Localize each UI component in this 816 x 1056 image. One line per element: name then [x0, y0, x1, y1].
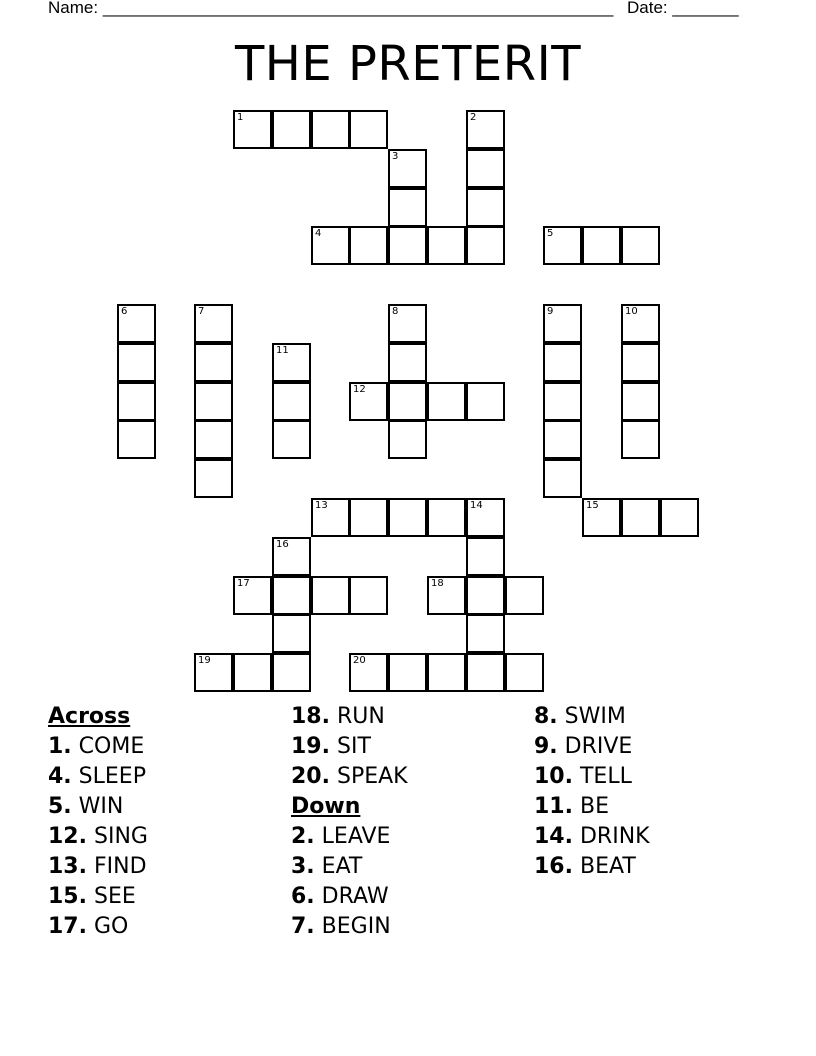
clue-number: 16.: [534, 854, 573, 879]
clue-word: BE: [579, 794, 609, 819]
cell-number: 17: [237, 578, 250, 589]
crossword-cell[interactable]: [272, 653, 311, 692]
crossword-cell[interactable]: [349, 576, 388, 615]
clue-item: [291, 882, 408, 912]
cell-number: 6: [121, 306, 128, 317]
cell-number: 13: [315, 500, 328, 511]
cell-number: 7: [198, 306, 205, 317]
crossword-cell[interactable]: [427, 576, 466, 615]
clue-word: DRIVE: [564, 734, 633, 759]
clue-number: 13.: [48, 854, 87, 879]
crossword-cell[interactable]: [194, 420, 233, 459]
clue-number: 12.: [48, 824, 87, 849]
crossword-cell[interactable]: [427, 382, 466, 421]
cell-number: 10: [625, 306, 638, 317]
clue-column-2: [291, 702, 408, 942]
crossword-cell[interactable]: [543, 420, 582, 459]
crossword-cell[interactable]: [388, 498, 427, 537]
crossword-cell[interactable]: [311, 226, 350, 265]
crossword-cell[interactable]: [117, 420, 156, 459]
crossword-cell[interactable]: [466, 498, 505, 537]
cell-number: 8: [392, 306, 399, 317]
crossword-cell[interactable]: [621, 382, 660, 421]
cell-number: 3: [392, 151, 399, 162]
clue-word: WIN: [78, 794, 124, 819]
clue-number: 15.: [48, 884, 87, 909]
clue-item: [291, 822, 408, 852]
cell-number: 18: [431, 578, 444, 589]
crossword-cell[interactable]: [466, 537, 505, 576]
crossword-cell[interactable]: [194, 343, 233, 382]
clue-word: COME: [78, 734, 145, 759]
crossword-cell[interactable]: [117, 304, 156, 343]
crossword-cell[interactable]: [621, 304, 660, 343]
crossword-cell[interactable]: [388, 226, 427, 265]
clue-word: SING: [93, 824, 148, 849]
crossword-cell[interactable]: [311, 576, 350, 615]
crossword-cell[interactable]: [543, 459, 582, 498]
clue-word: TELL: [579, 764, 632, 789]
clue-word: DRINK: [579, 824, 650, 849]
down-clue-list-continued: [534, 702, 650, 882]
crossword-cell[interactable]: [233, 110, 272, 149]
name-blank[interactable]: ______________________________________________________: [102, 0, 614, 17]
clue-number: 3.: [291, 854, 315, 879]
crossword-cell[interactable]: [349, 382, 388, 421]
clue-word: RUN: [336, 704, 385, 729]
crossword-cell[interactable]: [117, 382, 156, 421]
clue-number: 5.: [48, 794, 72, 819]
clue-column-1: [48, 702, 148, 942]
clue-word: SIT: [336, 734, 371, 759]
cell-number: 16: [276, 539, 289, 550]
crossword-cell[interactable]: [388, 304, 427, 343]
crossword-cell[interactable]: [427, 226, 466, 265]
cell-number: 4: [315, 228, 322, 239]
name-label: Name:: [48, 0, 99, 17]
date-label: Date:: [627, 0, 668, 17]
clue-item: [534, 792, 650, 822]
crossword-cell[interactable]: [311, 110, 350, 149]
clue-item: [534, 852, 650, 882]
crossword-cell[interactable]: [466, 226, 505, 265]
crossword-cell[interactable]: [272, 110, 311, 149]
crossword-cell[interactable]: [621, 420, 660, 459]
down-heading: Down: [291, 794, 361, 819]
clue-item: [48, 882, 148, 912]
clue-item: [534, 732, 650, 762]
crossword-cell[interactable]: [660, 498, 699, 537]
crossword-cell[interactable]: [194, 382, 233, 421]
clue-item: [291, 852, 408, 882]
clue-column-3: [534, 702, 650, 882]
crossword-cell[interactable]: [388, 420, 427, 459]
crossword-cell[interactable]: [233, 576, 272, 615]
clue-number: 8.: [534, 704, 558, 729]
down-clue-list: [291, 822, 408, 942]
clue-word: FIND: [93, 854, 147, 879]
clue-item: [291, 702, 408, 732]
clue-number: 20.: [291, 764, 330, 789]
clue-word: LEAVE: [321, 824, 391, 849]
crossword-cell[interactable]: [505, 576, 544, 615]
crossword-cell[interactable]: [388, 188, 427, 227]
crossword-cell[interactable]: [543, 343, 582, 382]
clue-item: [534, 762, 650, 792]
clue-number: 1.: [48, 734, 72, 759]
clue-number: 19.: [291, 734, 330, 759]
crossword-cell[interactable]: [233, 653, 272, 692]
clue-item: [291, 732, 408, 762]
clue-item: [291, 762, 408, 792]
crossword-cell[interactable]: [543, 382, 582, 421]
clue-word: BEGIN: [321, 914, 391, 939]
clue-number: 18.: [291, 704, 330, 729]
crossword-cell[interactable]: [272, 420, 311, 459]
cell-number: 12: [353, 384, 366, 395]
clue-number: 11.: [534, 794, 573, 819]
cell-number: 1: [237, 112, 244, 123]
across-heading: Across: [48, 704, 131, 729]
clue-item: [48, 792, 148, 822]
crossword-cell[interactable]: [349, 653, 388, 692]
crossword-cell[interactable]: [621, 343, 660, 382]
clue-number: 10.: [534, 764, 573, 789]
cell-number: 15: [586, 500, 599, 511]
clue-word: SWIM: [564, 704, 626, 729]
crossword-cell[interactable]: [466, 188, 505, 227]
clue-number: 6.: [291, 884, 315, 909]
crossword-cell[interactable]: [349, 110, 388, 149]
crossword-cell[interactable]: [388, 653, 427, 692]
clue-word: SPEAK: [336, 764, 408, 789]
crossword-cell[interactable]: [543, 226, 582, 265]
cell-number: 5: [547, 228, 554, 239]
date-blank[interactable]: _______: [672, 0, 739, 17]
cell-number: 20: [353, 655, 366, 666]
clue-number: 17.: [48, 914, 87, 939]
crossword-cell[interactable]: [388, 149, 427, 188]
crossword-cell[interactable]: [272, 576, 311, 615]
crossword-cell[interactable]: [543, 304, 582, 343]
cell-number: 2: [470, 112, 477, 123]
crossword-cell[interactable]: [272, 382, 311, 421]
crossword-cell[interactable]: [311, 498, 350, 537]
cell-number: 9: [547, 306, 554, 317]
crossword-cell[interactable]: [272, 537, 311, 576]
crossword-cell[interactable]: [117, 343, 156, 382]
crossword-cell[interactable]: [505, 653, 544, 692]
clue-item: [48, 732, 148, 762]
clue-item: [291, 912, 408, 942]
clue-item: [48, 912, 148, 942]
crossword-cell[interactable]: [466, 653, 505, 692]
crossword-cell[interactable]: [466, 110, 505, 149]
crossword-cell[interactable]: [621, 226, 660, 265]
clue-item: [48, 822, 148, 852]
clue-word: BEAT: [579, 854, 636, 879]
crossword-cell[interactable]: [427, 498, 466, 537]
clue-word: EAT: [321, 854, 363, 879]
clue-word: SLEEP: [78, 764, 146, 789]
clue-word: SEE: [93, 884, 136, 909]
crossword-cell[interactable]: [272, 343, 311, 382]
crossword-cell[interactable]: [388, 382, 427, 421]
clue-number: 14.: [534, 824, 573, 849]
clue-word: DRAW: [321, 884, 389, 909]
clue-number: 7.: [291, 914, 315, 939]
crossword-cell[interactable]: [466, 382, 505, 421]
crossword-cell[interactable]: [194, 459, 233, 498]
crossword-cell[interactable]: [582, 226, 621, 265]
crossword-cell[interactable]: [466, 576, 505, 615]
crossword-cell[interactable]: [194, 653, 233, 692]
crossword-cell[interactable]: [621, 498, 660, 537]
clue-word: GO: [93, 914, 129, 939]
across-clue-list-continued: [291, 702, 408, 792]
crossword-cell[interactable]: [427, 653, 466, 692]
crossword-cell[interactable]: [349, 226, 388, 265]
crossword-cell[interactable]: [388, 343, 427, 382]
clue-number: 9.: [534, 734, 558, 759]
clue-item: [48, 762, 148, 792]
crossword-cell[interactable]: [349, 498, 388, 537]
cell-number: 19: [198, 655, 211, 666]
across-clue-list: [48, 732, 148, 942]
clue-number: 2.: [291, 824, 315, 849]
crossword-cell[interactable]: [194, 304, 233, 343]
clue-item: [48, 852, 148, 882]
crossword-cell[interactable]: [272, 614, 311, 653]
crossword-cell[interactable]: [466, 614, 505, 653]
clue-number: 4.: [48, 764, 72, 789]
crossword-cell[interactable]: [466, 149, 505, 188]
crossword-cell[interactable]: [582, 498, 621, 537]
clue-item: [534, 822, 650, 852]
clue-item: [534, 702, 650, 732]
cell-number: 11: [276, 345, 289, 356]
page-title: THE PRETERIT: [234, 36, 582, 92]
cell-number: 14: [470, 500, 483, 511]
